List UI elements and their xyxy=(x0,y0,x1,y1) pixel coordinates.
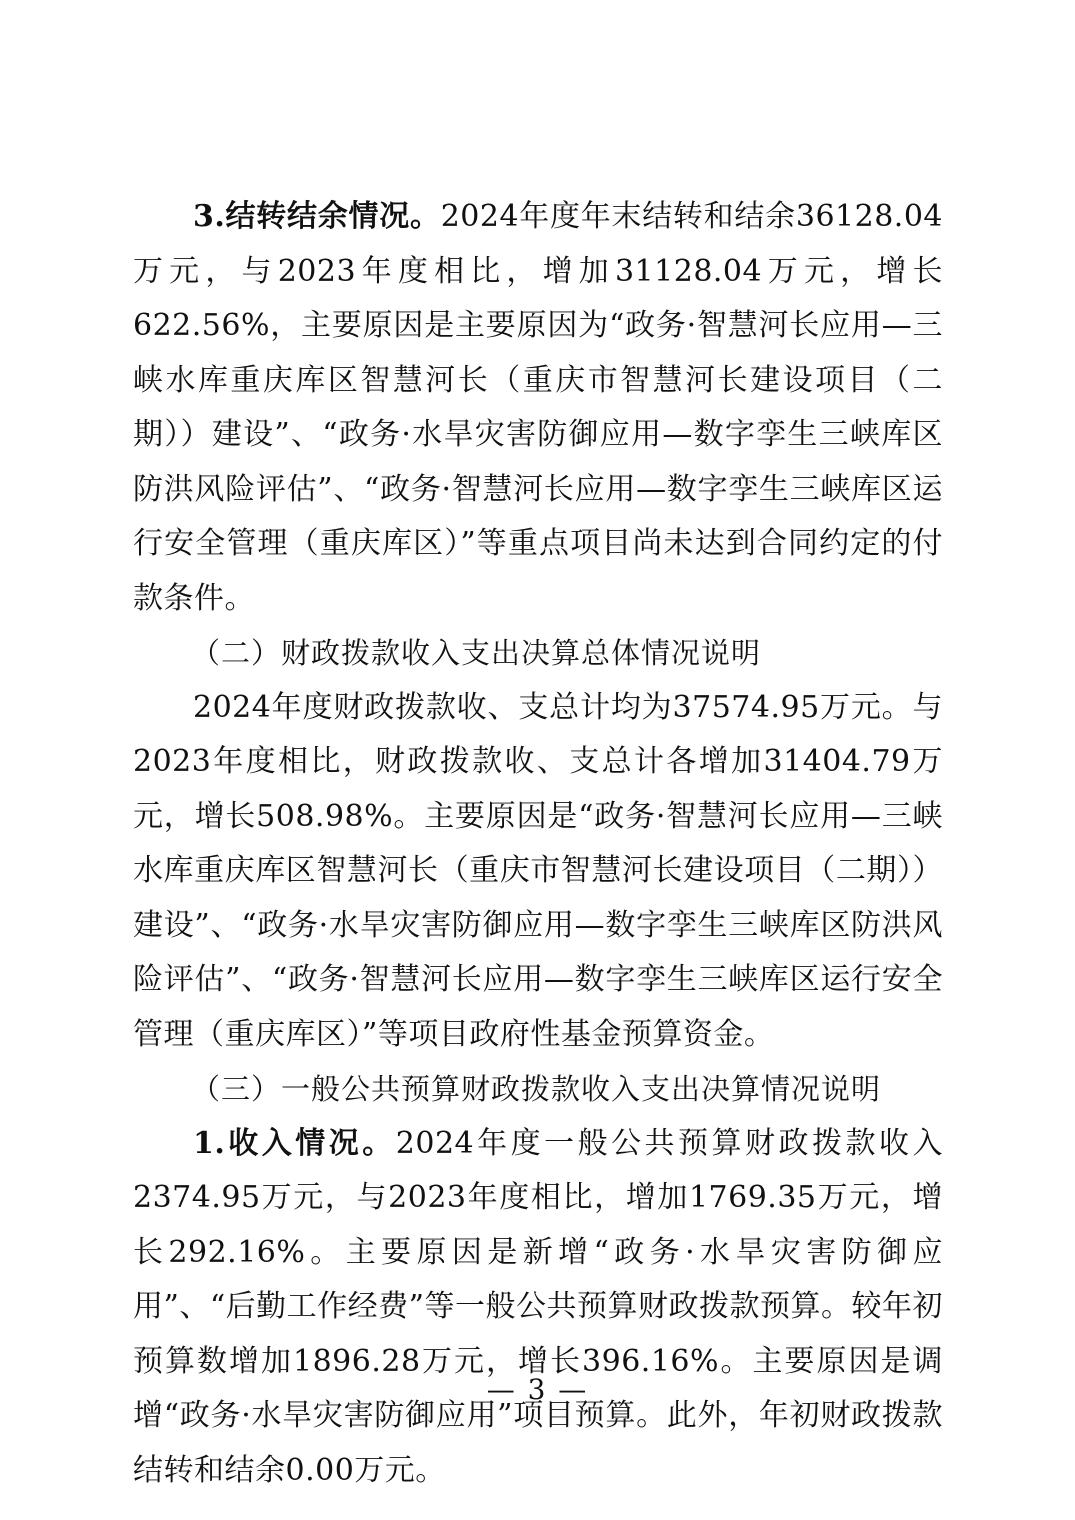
paragraph-carryover-balance xyxy=(133,190,943,626)
paragraph-overall-fiscal xyxy=(133,681,943,1063)
paragraph-text: 2024年度年末结转和结余36128.04万元，与2023年度相比，增加31128.04万元，增长622.56%，主要原因是主要原因为“政务·智慧河长应用—三峡水库重庆库区智慧河长（重庆市智慧河长建设项目（二期））建设”、“政务·水旱灾害防御应用—数字孪生三峡库区防洪风险评估”、“政务·智慧河长应用—数字孪生三峡库区运行安全管理（重庆库区）”等重点项目尚未达到合同约定的付款条件。 xyxy=(133,199,943,616)
paragraph-text: 2024年度财政拨款收、支总计均为37574.95万元。与2023年度相比，财政拨款收、支总计各增加31404.79万元，增长508.98%。主要原因是“政务·智慧河长应用—三峡水库重庆库区智慧河长（重庆市智慧河长建设项目（二期））建设”、“政务·水旱灾害防御应用—数字孪生三峡库区防洪风险评估”、“政务·智慧河长应用—数字孪生三峡库区运行安全管理（重庆库区）”等项目政府性基金预算资金。 xyxy=(133,689,943,1052)
paragraph-lead: 3.结转结余情况。 xyxy=(193,199,441,234)
paragraph-income xyxy=(133,1117,943,1499)
paragraph-text: 2024年度一般公共预算财政拨款收入2374.95万元，与2023年度相比，增加1769.35万元，增长292.16%。主要原因是新增“政务·水旱灾害防御应用”、“后勤工作经费”等一般公共预算财政拨款预算。较年初预算数增加1896.28万元，增长396.16%。主要原因是调增“政务·水旱灾害防御应用”项目预算。此外，年初财政拨款结转和结余0.00万元。 xyxy=(133,1125,944,1488)
section-heading-2: （二）财政拨款收入支出决算总体情况说明 xyxy=(191,636,762,670)
page-number: — 3 — xyxy=(486,1373,589,1406)
document-body xyxy=(133,190,943,1498)
section-heading-3: （三）一般公共预算财政拨款收入支出决算情况说明 xyxy=(191,1072,882,1106)
paragraph-lead: 1.收入情况。 xyxy=(193,1125,396,1161)
